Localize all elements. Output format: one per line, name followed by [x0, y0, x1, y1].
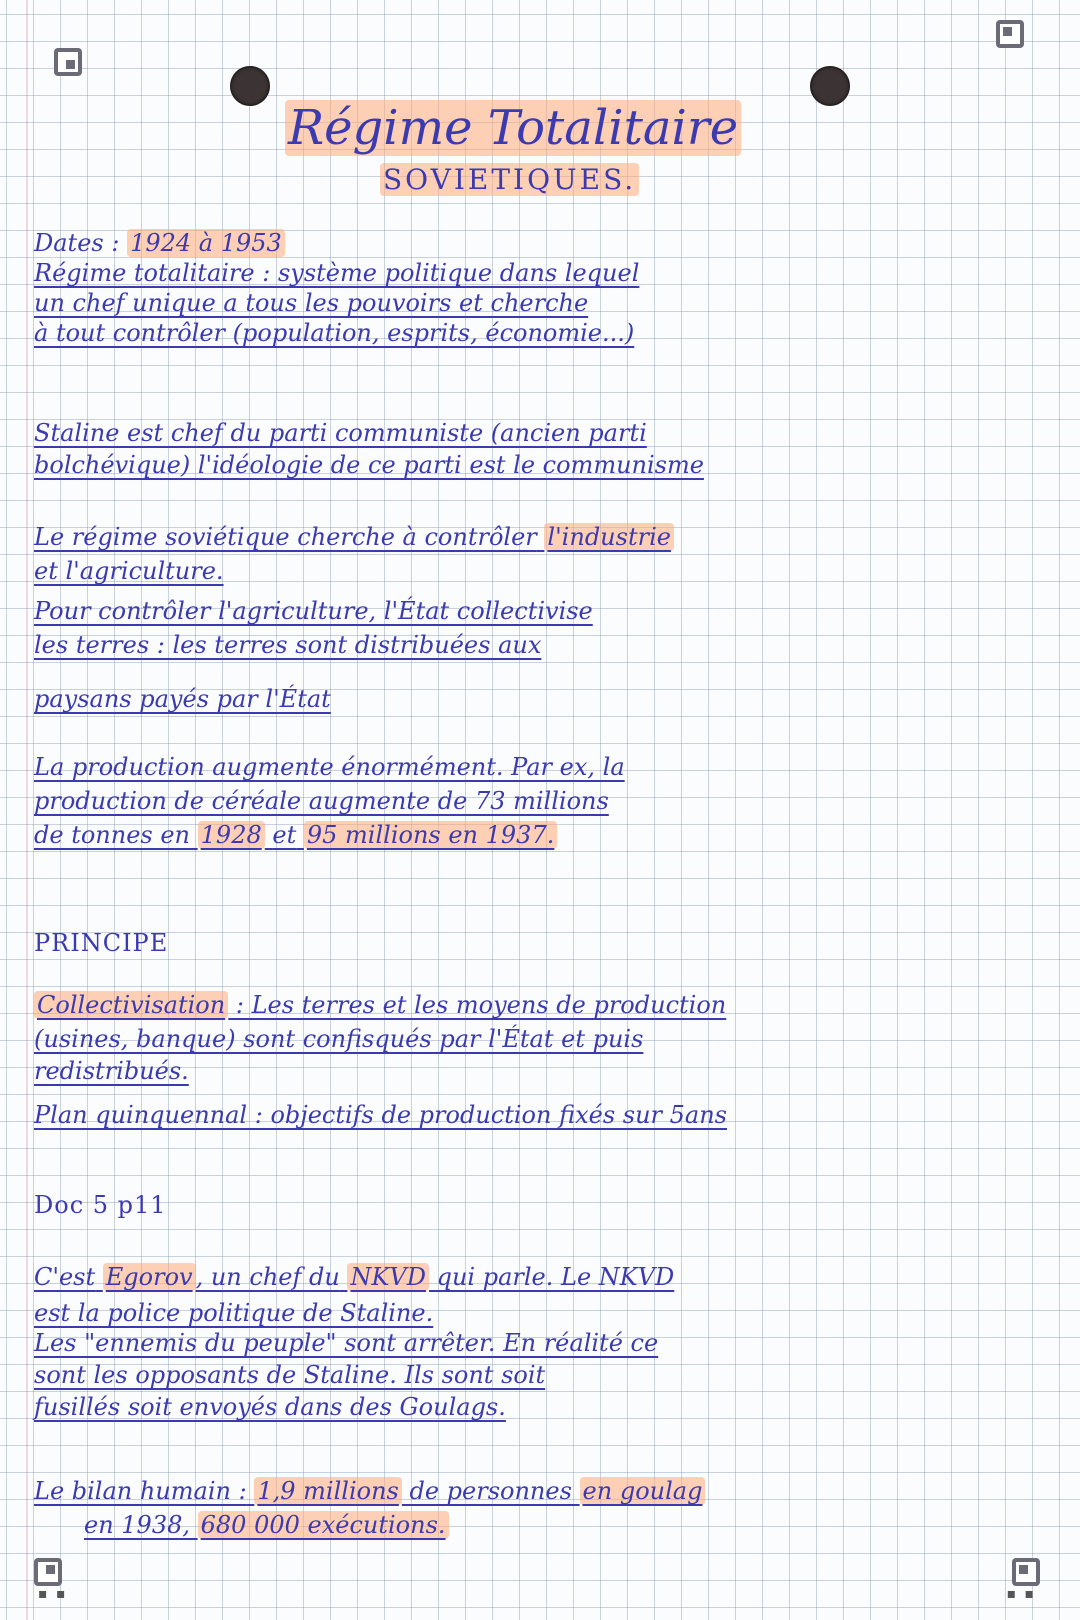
- dates-line: [34, 228, 285, 258]
- regime-line-2: et l'agriculture.: [34, 557, 224, 585]
- binder-hole-right: [810, 66, 850, 106]
- production-line-1: La production augmente énormément. Par ex, la: [34, 753, 625, 781]
- corner-marker-bottom-right: [1012, 1558, 1040, 1586]
- page-subtitle: [380, 163, 639, 196]
- agriculture-line-2: les terres : les terres sont distribuées aux: [34, 631, 542, 659]
- amount-1937-highlight: 95 millions en 1937.: [304, 821, 557, 849]
- doc-text-pre: C'est: [34, 1263, 96, 1291]
- definition-line-2: un chef unique a tous les pouvoirs et cherche: [34, 289, 589, 317]
- doc-text-mid: , un chef du: [195, 1263, 340, 1291]
- title-text: Régime Totalitaire: [285, 100, 741, 156]
- collectivisation-line-1: [34, 990, 726, 1020]
- collectivisation-line-2: (usines, banque) sont confisqués par l'État et puis: [34, 1025, 644, 1053]
- goulag-highlight: en goulag: [580, 1477, 706, 1505]
- regime-text: Le régime soviétique cherche à contrôler: [34, 523, 537, 551]
- dates-label: Dates :: [34, 229, 120, 257]
- nkvd-highlight: NKVD: [347, 1263, 429, 1291]
- doc-heading: Doc 5 p11: [34, 1191, 167, 1219]
- staline-line-1: Staline est chef du parti communiste (ancien parti: [34, 419, 647, 447]
- corner-marker-top-right: [996, 20, 1024, 48]
- bilan-amount-highlight: 1,9 millions: [254, 1477, 401, 1505]
- executions-highlight: 680 000 exécutions.: [198, 1511, 449, 1539]
- staline-line-2: bolchévique) l'idéologie de ce parti est le communisme: [34, 451, 704, 479]
- bilan-label: Le bilan humain :: [34, 1477, 247, 1505]
- collectivisation-term: Collectivisation: [34, 991, 228, 1019]
- production-line-3: [34, 820, 557, 850]
- page-title: [285, 100, 741, 156]
- bilan-line-2: [84, 1510, 449, 1540]
- doc-line-1: [34, 1262, 674, 1292]
- corner-marker-top-left: [54, 48, 82, 76]
- page-marker-dots-left: ▪ ▪: [38, 1586, 68, 1602]
- principe-heading: PRINCIPE: [34, 929, 169, 957]
- corner-marker-bottom-left: [34, 1558, 62, 1586]
- doc-line-5: fusillés soit envoyés dans des Goulags.: [34, 1393, 506, 1421]
- collectivisation-definition: : Les terres et les moyens de production: [228, 991, 727, 1019]
- dates-value: 1924 à 1953: [127, 229, 285, 257]
- bilan-line-1: [34, 1476, 705, 1506]
- doc-line-2: est la police politique de Staline.: [34, 1299, 434, 1327]
- page-marker-dots-right: ▪ ▪: [1006, 1586, 1036, 1602]
- definition-line-1: Régime totalitaire : système politique dans lequel: [34, 259, 640, 287]
- egorov-highlight: Egorov: [103, 1263, 196, 1291]
- plan-quinquennal-line: Plan quinquennal : objectifs de production fixés sur 5ans: [34, 1101, 727, 1129]
- bilan-text: de personnes: [401, 1477, 580, 1505]
- doc-line-4: sont les opposants de Staline. Ils sont soit: [34, 1361, 546, 1389]
- bilan-year: en 1938,: [84, 1511, 190, 1539]
- year-1928-highlight: 1928: [198, 821, 265, 849]
- agriculture-line-1: Pour contrôler l'agriculture, l'État collectivise: [34, 597, 593, 625]
- doc-text-post: qui parle. Le NKVD: [428, 1263, 675, 1291]
- production-conjunction: et: [272, 821, 297, 849]
- production-line-2: production de céréale augmente de 73 millions: [34, 787, 609, 815]
- production-text: de tonnes en: [34, 821, 191, 849]
- doc-line-3: Les "ennemis du peuple" sont arrêter. En réalité ce: [34, 1329, 659, 1357]
- definition-line-3: à tout contrôler (population, esprits, économie...): [34, 319, 635, 347]
- collectivisation-line-3: redistribués.: [34, 1057, 189, 1085]
- subtitle-text: SOVIETIQUES.: [380, 163, 639, 196]
- binder-hole-left: [230, 66, 270, 106]
- agriculture-line-3: paysans payés par l'État: [34, 685, 331, 713]
- regime-line-1: [34, 522, 674, 552]
- margin-line: [26, 0, 28, 1620]
- industrie-highlight: l'industrie: [544, 523, 674, 551]
